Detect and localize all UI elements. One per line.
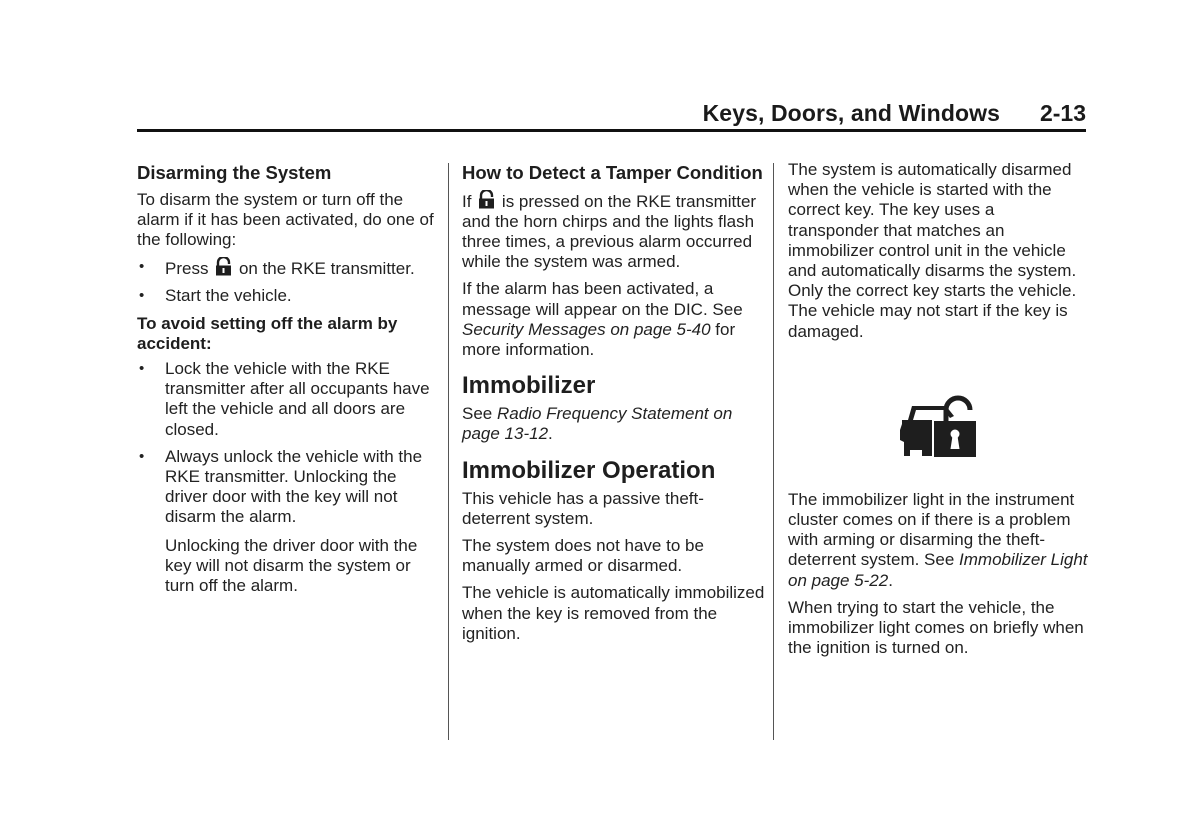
list-item: • Always unlock the vehicle with the RKE transmitter. Unlocking the driver door with the key will not disarm the alarm. Unlocking the driver door with the key will not disarm the system or turn off the alarm.: [137, 447, 437, 596]
sub-paragraph: Unlocking the driver door with the key will not disarm the system or turn off the alarm.: [165, 535, 418, 595]
auto-disarm-paragraph: The system is automatically disarmed when the vehicle is started with the correct key. The key uses a transponder that matches an immobilizer control unit in the vehicle and automatically disarms the system. Only the correct key starts the vehicle. The vehicle may not start if the key is damaged.: [788, 160, 1077, 341]
column-1: [137, 160, 437, 603]
disarming-heading: Disarming the System: [137, 162, 332, 183]
chapter-title: Keys, Doors, and Windows: [702, 100, 1000, 126]
tamper-heading: How to Detect a Tamper Condition: [462, 162, 763, 183]
column-divider: [448, 163, 449, 740]
bullet: •: [139, 258, 145, 276]
cross-reference-link[interactable]: Immobilizer Light on page 5-22: [788, 550, 1088, 590]
bullet: •: [139, 287, 145, 305]
page-number: 2-13: [1039, 100, 1086, 126]
disarming-intro: To disarm the system or turn off the alarm if it has been activated, do one of the following:: [137, 189, 434, 249]
column-2: [462, 160, 767, 651]
list-item: • Press on the RKE transmitter.: [139, 258, 415, 279]
operation-paragraph: The vehicle is automatically immobilized when the key is removed from the ignition.: [462, 583, 765, 643]
unlock-button-icon: [215, 257, 232, 276]
list-item: • Lock the vehicle with the RKE transmitter after all occupants have left the vehicle and all doors are closed.: [139, 358, 430, 439]
immobilizer-paragraph: See Radio Frequency Statement on page 13-12.: [462, 404, 733, 444]
cross-reference-link[interactable]: Security Messages on page 5-40: [462, 319, 711, 339]
operation-paragraph: The system does not have to be manually armed or disarmed.: [462, 535, 704, 576]
cross-reference-link[interactable]: Radio Frequency Statement on page 13-12: [462, 404, 733, 444]
operation-paragraph: This vehicle has a passive theft-deterrent system.: [462, 488, 704, 528]
tamper-paragraph: If is pressed on the RKE transmitter and the horn chirps and the lights flash three times, a previous alarm occurred while the system was armed.: [462, 191, 757, 272]
column-3: [788, 160, 1088, 665]
unlock-button-icon: [478, 190, 495, 209]
immobilizer-operation-heading: Immobilizer Operation: [462, 456, 716, 484]
disarm-options-list: [137, 257, 437, 306]
immobilizer-light-icon: [898, 394, 978, 460]
list-item: • Start the vehicle.: [139, 286, 292, 306]
immobilizer-light-paragraph: The immobilizer light in the instrument cluster comes on if there is a problem with arming or disarming the theft-deterrent system. See Immobilizer Light on page 5-22.: [788, 489, 1088, 590]
caution-list: [137, 359, 437, 596]
column-divider: [773, 163, 774, 740]
caution-heading: To avoid setting off the alarm by accident:: [137, 313, 398, 353]
bullet: •: [139, 359, 145, 377]
bullet: •: [139, 447, 145, 465]
page-header: [137, 98, 1086, 132]
immobilizer-heading: Immobilizer: [462, 372, 596, 400]
ignition-paragraph: When trying to start the vehicle, the immobilizer light comes on briefly when the ignition is turned on.: [788, 597, 1084, 658]
alarm-message-paragraph: If the alarm has been activated, a message will appear on the DIC. See Security Messages on page 5-40 for more information.: [462, 279, 743, 359]
